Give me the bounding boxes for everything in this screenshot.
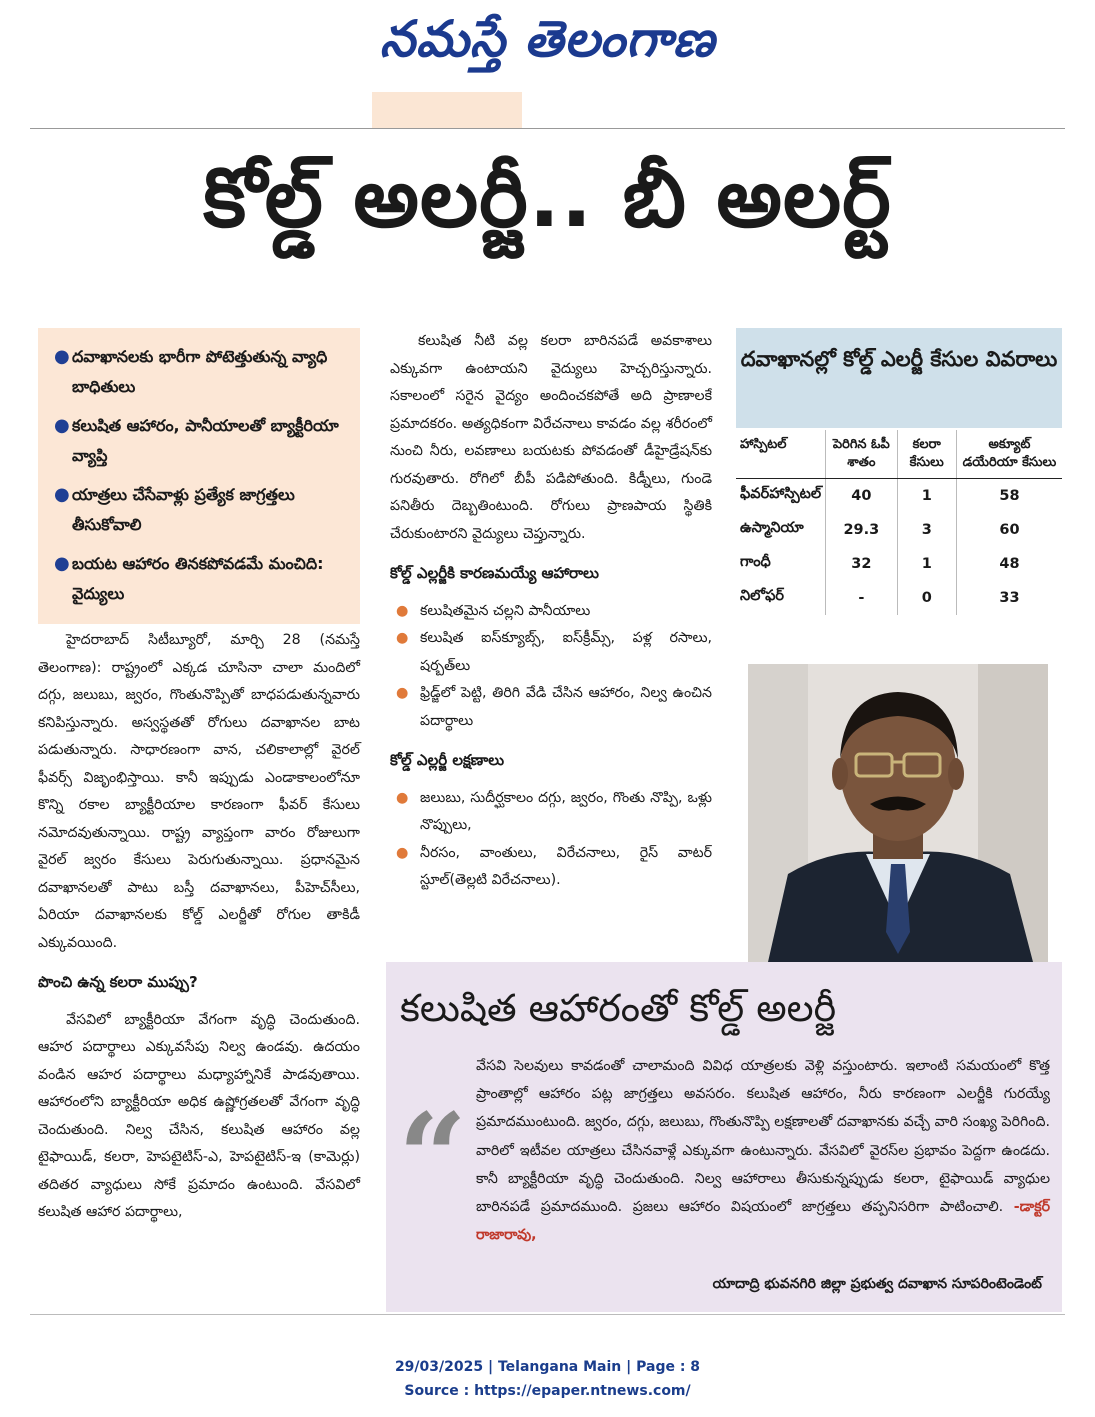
doctor-portrait-icon	[748, 664, 1048, 962]
table-cell: 29.3	[826, 513, 897, 547]
table-header-cell: పెరిగిన ఓపీ శాతం	[826, 430, 897, 479]
doctor-photo	[748, 664, 1048, 962]
newspaper-masthead: నమస్తే తెలంగాణ	[379, 10, 716, 68]
table-header-row	[736, 430, 1062, 479]
highlight-item: ● దవాఖానలకు భారీగా పోటెత్తుతున్న వ్యాధి బాధితులు	[54, 342, 346, 402]
bullet-icon: ●	[396, 602, 409, 619]
table-cell: ఉస్మానియా	[740, 520, 804, 536]
bullet-icon: ●	[54, 415, 70, 436]
highlight-item: ● కలుషిత ఆహారం, పానీయాలతో బ్యాక్టీరియా వ్యాప్తి	[54, 411, 346, 471]
table-cell: 32	[826, 547, 897, 581]
article-paragraph: హైదరాబాద్ సిటీబ్యూరో, మార్చి 28 (నమస్తే తెలంగాణ): రాష్ట్రంలో ఎక్కడ చూసినా చాలా మందిలో దగ్గు, జలుబు, జ్వరం, గొంతునొప్పితో బాధపడుతున్నవారు కనిపిస్తున్నారు. అస్వస్థతతో రోగులు దవాఖానల బాట పడుతున్నారు. సాధారణంగా వాన, చలికాలాల్లో వైరల్ ఫీవర్స్ విజృంభిస్తాయి. కానీ ఇప్పుడు ఎండాకాలంలోనూ కొన్ని రకాల బ్యాక్టీరియాల కారణంగా ఫీవర్ కేసులు నమోదవుతున్నాయి. రాష్ట్ర వ్యాప్తంగా వారం రోజులుగా వైరల్ జ్వరం కేసులు పెరుగుతున్నాయి. ప్రధానమైన దవాఖానలతో పాటు బస్తీ దవాఖానలు, పీహెచ్‌సీలు, ఏరియా దవాఖానలకు కోల్డ్ ఎలర్జీతో రోగుల తాకిడీ ఎక్కువయింది.	[38, 632, 360, 951]
quote-author-role: యాదాద్రి భువనగిరి జిల్లా ప్రభుత్వ దవాఖాన సూపరింటెండెంట్	[712, 1276, 1042, 1292]
foods-list-item: ● కలుషిత ఐస్‌క్యూబ్స్, ఐస్‌క్రీమ్స్, పళ్ల రసాలు, షర్బత్‌లు	[390, 625, 712, 680]
table-row	[736, 513, 1062, 547]
foods-heading: కోల్డ్ ఎల్లర్జీకి కారణమయ్యే ఆహారాలు	[390, 564, 599, 582]
bullet-icon: ●	[54, 346, 70, 367]
table-row	[736, 581, 1062, 615]
quote-body: వేసవి సెలవులు కావడంతో చాలామంది వివిధ యాత్రలకు వెళ్లి వస్తుంటారు. ఇలాంటి సమయంలో కొత్త ప్రాంతాల్లో ఆహారం పట్ల జాగ్రత్తలు అవసరం. కలుషిత ఆహారం, నీరు కారణంగా ఎలర్జీకి గురయ్యే ప్రమాదముంటుంది. జ్వరం, దగ్గు, జలుబు, గొంతునొప్పి లక్షణాలతో దవాఖానకు వచ్చే వారి సంఖ్య పెరిగింది. వారిలో ఇటీవల యాత్రలు చేసినవాళ్లే ఎక్కువగా ఉంటున్నారు. వేసవిలో వైరస్‌ల ప్రభావం పెద్దగా ఉండదు. కానీ బ్యాక్టీరియా వృద్ధి చెందుతుంది. నిల్వ ఆహారాలు తీసుకున్నప్పుడు కలరా, టైఫాయిడ్ వ్యాధుల బారినపడే ప్రమాదముంది. ప్రజలు ఆహారం విషయంలో జాగ్రత్తలు తప్పనిసరిగా పాటించాలి. -డాక్టర్ రాజారావు,	[476, 1058, 1051, 1244]
bottom-divider	[30, 1314, 1065, 1315]
article-subheading: పొంచి ఉన్న కలరా ముప్పు?	[38, 973, 198, 991]
masthead-strip-highlight	[372, 92, 522, 128]
table-header-cell: హాస్పిటల్	[736, 430, 826, 479]
table-cell: 60	[956, 513, 1062, 547]
footer-source-line: Source : https://epaper.ntnews.com/	[404, 1383, 691, 1399]
table-cell: 58	[956, 479, 1062, 514]
article-column-1	[38, 627, 360, 1227]
cases-table	[736, 430, 1062, 615]
table-header-cell: కలరా కేసులు	[897, 430, 956, 479]
bullet-icon: ●	[396, 844, 409, 861]
foods-list-item: ● ఫ్రిడ్జ్‌లో పెట్టి, తిరిగి వేడి చేసిన ఆహారం, నిల్వ ఉంచిన పదార్థాలు	[390, 680, 712, 735]
table-cell: గాంధీ	[740, 554, 771, 570]
masthead-divider	[30, 128, 1065, 129]
quote-author: -డాక్టర్ రాజారావు,	[476, 1199, 1051, 1244]
bullet-icon: ●	[396, 630, 409, 646]
symptoms-heading: కోల్డ్ ఎల్లర్జీ లక్షణాలు	[390, 751, 505, 769]
table-cell: 33	[956, 581, 1062, 615]
table-cell: 1	[897, 479, 956, 514]
symptoms-list-item: ● నీరసం, వాంతులు, విరేచనాలు, రైస్ వాటర్ స్టూల్(తెల్లటి విరేచనాలు).	[390, 840, 712, 895]
article-paragraph: కలుషిత నీటి వల్ల కలరా బారినపడే అవకాశాలు ఎక్కువగా ఉంటాయని వైద్యులు హెచ్చరిస్తున్నారు. సకాలంలో సరైన వైద్యం అందించకపోతే అది ప్రాణాలకే ప్రమాదకరం. అత్యధికంగా విరేచనాలు కావడం వల్ల శరీరంలో నుంచి నీరు, లవణాలు బయటకు పోవడంతో డీహైడ్రేషన్‌కు గురవుతారు. రోగిలో బీపీ పడిపోతుంది. కిడ్నీలు, గుండె పనితీరు దెబ్బతింటుంది. రోగులు ప్రాణపాయ స్థితికి చేరుకుంటారని వైద్యులు చెప్తున్నారు.	[390, 333, 712, 542]
bullet-icon: ●	[54, 553, 70, 574]
quote-mark-icon: “	[398, 1087, 468, 1228]
quote-title: కలుషిత ఆహారంతో కోల్డ్ అలర్జీ	[400, 986, 837, 1030]
highlight-item: ● యాత్రలు చేసేవాళ్లు ప్రత్యేక జాగ్రత్తలు తీసుకోవాలి	[54, 480, 346, 540]
foods-list-item: ● కలుషితమైన చల్లని పానీయాలు	[390, 598, 712, 626]
table-row	[736, 547, 1062, 581]
table-title: దవాఖానల్లో కోల్డ్ ఎలర్జీ కేసుల వివరాలు	[736, 328, 1062, 428]
footer-date-line: 29/03/2025 | Telangana Main | Page : 8	[394, 1359, 701, 1375]
table-cell: 1	[897, 547, 956, 581]
table-row	[736, 479, 1062, 514]
highlight-item: ● బయట ఆహారం తినకపోవడమే మంచిది: వైద్యులు	[54, 549, 346, 609]
highlights-box	[38, 328, 360, 624]
table-cell: 40	[826, 479, 897, 514]
symptoms-list-item: ● జలుబు, సుదీర్ఘకాలం దగ్గు, జ్వరం, గొంతు నొప్పి, ఒళ్లు నొప్పులు,	[390, 785, 712, 840]
article-paragraph: వేసవిలో బ్యాక్టీరియా వేగంగా వృద్ధి చెందుతుంది. ఆహర పదార్థాలు ఎక్కువసేపు నిల్వ ఉండవు. ఉదయం వండిన ఆహర పదార్థాలు మధ్యాహ్నానికే పాడవుతాయి. ఆహారంలోని బ్యాక్టీరియా అధిక ఉష్ణోగ్రతలతో వేగంగా వృద్ధి చెందుతుంది. నిల్వ చేసిన, కలుషిత ఆహారం వల్ల టైఫాయిడ్, కలరా, హెపటైటిస్-ఎ, హెపటైటిస్-ఇ (కామెర్లు) తదితర వ్యాధులు సోకే ప్రమాదం ఉంటుంది. వేసవిలో కలుషిత ఆహార పదార్థాలు,	[38, 1011, 360, 1220]
page-footer	[0, 1355, 1095, 1403]
table-cell: ఫీవర్‌హాస్పిటల్	[740, 486, 822, 502]
table-cell: 3	[897, 513, 956, 547]
bullet-icon: ●	[54, 484, 70, 505]
table-cell: -	[826, 581, 897, 615]
table-cell: 48	[956, 547, 1062, 581]
table-header-cell: అక్యూట్ డయేరియా కేసులు	[956, 430, 1062, 479]
bullet-icon: ●	[396, 685, 409, 701]
main-headline: కోల్డ్ అలర్జీ.. బీ అలర్ట్	[203, 151, 892, 246]
table-cell: నిలోఫర్	[740, 588, 785, 604]
article-column-2	[390, 328, 712, 895]
table-cell: 0	[897, 581, 956, 615]
bullet-icon: ●	[396, 789, 409, 806]
